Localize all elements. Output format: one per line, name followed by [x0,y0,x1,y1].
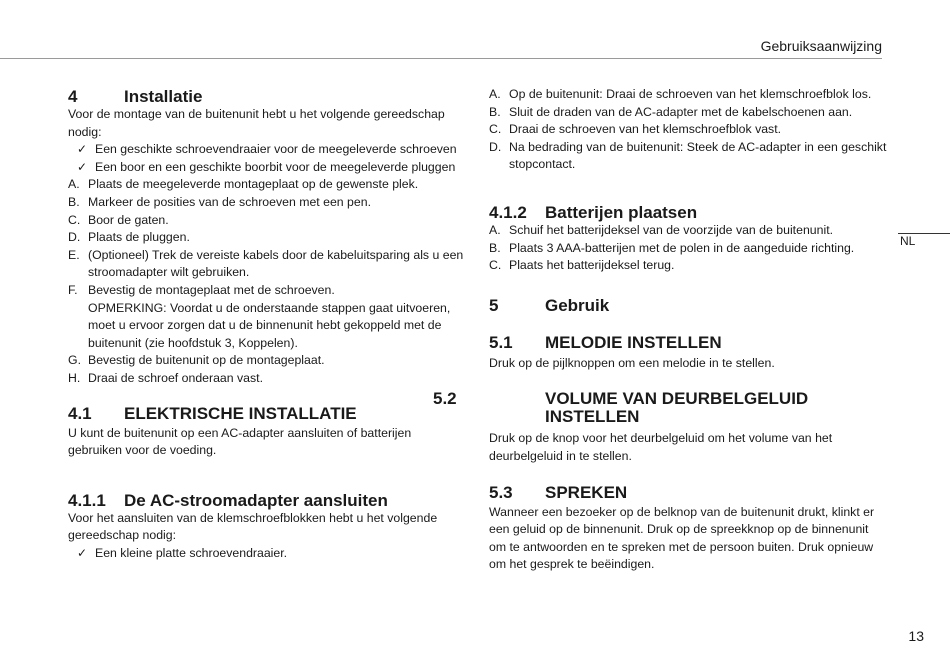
step-text: Op de buitenunit: Draai de schroeven van het klemschroefblok los. [509,87,872,101]
step-item [489,257,887,275]
step-text: Draai de schroef onderaan vast. [88,370,263,385]
right-column [433,86,887,574]
section-5-2-heading [433,389,887,427]
step-text: Na bedrading van de buitenunit: Steek de AC-adapter in een geschikt stopcontact. [509,139,887,172]
checkmark-icon: ✓ [77,142,88,157]
step-label: A. [489,87,501,101]
step-item [68,212,466,230]
section-5-3-text: Wanneer een bezoeker op de belknop van de buitenunit drukt, klinkt er een geluid op de binnenunit. Druk op de spreekknop op de binnenunit om te antwoorden en te spreken met de persoon buiten. Druk opnieuw om het gesprek te beëindigen. [489,504,875,572]
checkmark-icon: ✓ [77,545,88,560]
step-text: (Optioneel) Trek de vereiste kabels door de kabeluitsparing als u een stroomadapter wilt gebruiken. [88,247,464,280]
section-title: Batterijen plaatsen [545,202,698,222]
step-item [68,282,466,300]
step-text: Plaats 3 AAA-batterijen met de polen in de aangeduide richting. [509,240,855,255]
step-item [68,229,466,247]
section-5-1-heading [489,334,887,352]
section-4-1-2-heading [489,204,887,222]
section-title: De AC-stroomadapter aansluiten [124,490,388,510]
step-item [489,121,887,139]
step-item [68,194,466,212]
step-item [489,222,887,240]
step-text: Markeer de posities van de schroeven met een pen. [88,194,371,209]
step-item [489,86,887,104]
header-title: Gebruiksaanwijzing [760,38,882,54]
step-text: Bevestig de buitenunit op de montageplaat. [88,353,325,368]
section-4-intro: Voor de montage van de buitenunit hebt u het volgende gereedschap nodig: [68,107,445,139]
step-label: D. [489,139,502,154]
step-item [68,247,466,282]
step-text: Plaats de meegeleverde montageplaat op de gewenste plek. [88,177,419,192]
section-5-3-heading [489,484,887,502]
section-title: VOLUME VAN DEURBELGELUID INSTELLEN [545,389,809,427]
section-4-heading [68,88,466,106]
section-title: Installatie [124,87,203,106]
checkmark-icon: ✓ [77,159,88,174]
step-text: Plaats het batterijdeksel terug. [509,258,675,273]
step-text: Bevestig de montageplaat met de schroeven. [88,282,335,297]
page-number: 13 [908,628,924,644]
step-label: E. [68,247,80,262]
section-number: 4 [68,87,78,106]
section-4-1-1-heading [68,492,466,510]
step-item [489,240,887,258]
check-text: Een boor en een geschikte boorbit voor de meegeleverde pluggen [95,159,456,174]
installation-note: OPMERKING: Voordat u de onderstaande stappen gaat uitvoeren, moet u ervoor zorgen dat u de binnenunit hebt gekoppeld met de buitenunit (zie hoofdstuk 3, Koppelen). [88,300,451,350]
step-label: C. [68,212,81,227]
tool-check-item [68,141,466,159]
section-5-heading [489,297,887,315]
check-text: Een geschikte schroevendraaier voor de meegeleverde schroeven [95,142,457,157]
section-number: 4.1 [68,403,92,423]
section-number: 4.1.2 [489,202,527,222]
step-text: Boor de gaten. [88,212,169,227]
step-item [68,176,466,194]
section-4-1-heading [68,405,466,423]
step-label: C. [489,122,502,137]
step-text: Sluit de draden van de AC-adapter met de kabelschoenen aan. [509,104,853,119]
section-number: 5 [489,295,499,315]
step-label: A. [489,222,501,237]
tool-check-item [68,545,466,563]
step-label: B. [489,104,501,119]
section-4-1-text: U kunt de buitenunit op een AC-adapter aansluiten of batterijen gebruiken voor de voeding. [68,425,412,458]
left-column [68,86,466,562]
step-text: Plaats de pluggen. [88,230,190,245]
step-label: D. [68,230,81,245]
section-5-2-text: Druk op de knop voor het deurbelgeluid om het volume van het deurbelgeluid in te stellen. [489,431,833,463]
step-label: B. [68,194,80,209]
section-number: 5.1 [489,332,513,352]
step-label: F. [68,282,78,297]
section-number: 5.2 [433,389,457,409]
check-text: Een kleine platte schroevendraaier. [95,545,288,560]
section-5-1-text: Druk op de pijlknoppen om een melodie in te stellen. [489,355,775,370]
step-label: A. [68,177,80,192]
step-label: G. [68,353,81,368]
section-title: ELEKTRISCHE INSTALLATIE [124,403,357,423]
section-number: 5.3 [489,482,513,502]
language-tab: NL [900,234,916,248]
step-item [68,352,466,370]
step-text: Draai de schroeven van het klemschroefblok vast. [509,122,782,137]
section-number: 4.1.1 [68,490,106,510]
tool-check-item [68,159,466,177]
section-title: Gebruik [545,295,610,315]
section-title: MELODIE INSTELLEN [545,332,722,352]
step-label: B. [489,240,501,255]
step-label: H. [68,370,81,385]
section-title: SPREKEN [545,482,628,502]
step-item [489,104,887,122]
step-label: C. [489,258,502,273]
step-item [68,370,466,388]
step-text: Schuif het batterijdeksel van de voorzijde van de buitenunit. [509,222,834,237]
section-4-1-1-intro: Voor het aansluiten van de klemschroefblokken hebt u het volgende gereedschap nodig: [68,510,438,543]
header-rule [0,58,882,59]
step-item [489,139,887,174]
